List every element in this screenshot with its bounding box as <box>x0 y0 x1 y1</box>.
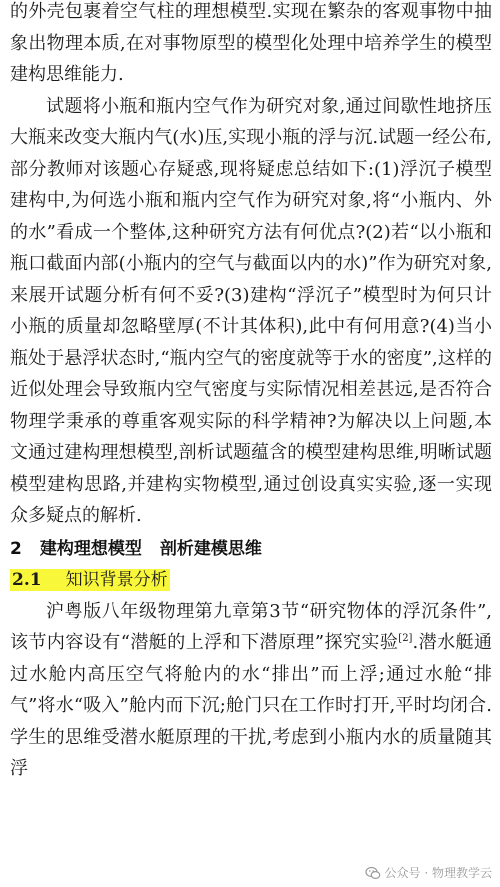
section-title-part1: 建构理想模型 <box>39 538 142 559</box>
section-number: 2 <box>10 538 22 559</box>
paragraph-knowledge-background <box>10 596 492 785</box>
watermark-text: 公众号 · 物理教学云 <box>384 866 492 880</box>
subsection-heading <box>10 565 492 596</box>
watermark <box>365 864 492 881</box>
subsection-number: 2.1 <box>12 569 42 590</box>
section-title-part2: 剖析建模思维 <box>159 538 262 559</box>
wechat-icon <box>365 865 381 881</box>
paragraph-problem-statement: 试题将小瓶和瓶内空气作为研究对象,通过间歇性地挤压大瓶来改变大瓶内气(水)压,实现小瓶的浮与沉.试题一经公布,部分教师对该题心存疑惑,现将疑虑总结如下:(1)浮沉子模型建构中,为何选小瓶和瓶内空气作为研究对象,将“小瓶内、外的水”看成一个整体,这种研究方法有何优点?(2)若“以小瓶和瓶口截面内部(小瓶内的空气与截面以内的水)”作为研究对象,来展开试题分析有何不妥?(3)建构“浮沉子”模型时为何只计小瓶的质量却忽略壁厚(不计其体积),此中有何用意?(4)当小瓶处于悬浮状态时,“瓶内空气的密度就等于水的密度”,这样的近似处理会导致瓶内空气密度与实际情况相差甚远,是否符合物理学秉承的尊重客观实际的科学精神?为解决以上问题,本文通过建构理想模型,剖析试题蕴含的模型建构思维,明晰试题模型建构思路,并建构实物模型,通过创设真实实验,逐一实现众多疑点的解析. <box>10 95 492 526</box>
section-heading <box>10 534 492 565</box>
highlighted-subsection <box>10 569 170 591</box>
subsection-title: 知识背景分析 <box>65 569 168 590</box>
paragraph-text-before-citation: 沪粤版八年级物理第九章第3节“研究物体的浮沉条件”,该节内容设有“潜艇的上浮和下潜原理”探究实验 <box>10 600 492 653</box>
paragraph-text-after-citation: .潜水艇通过水舱内高压空气将舱内的水“排出”而上浮;通过水舱“排气”将水“吸入”舱内而下沉;舱门只在工作时打开,平时均闭合.学生的思维受潜水艇原理的干扰,考虑到小瓶内水的质量随其浮 <box>10 632 492 779</box>
citation-ref: [2] <box>398 633 413 644</box>
paragraph-intro-continuation: 的外壳包裹着空气柱的理想模型.实现在繁杂的客观事物中抽象出物理本质,在对事物原型的模型化处理中培养学生的模型建构思维能力. <box>10 1 492 85</box>
